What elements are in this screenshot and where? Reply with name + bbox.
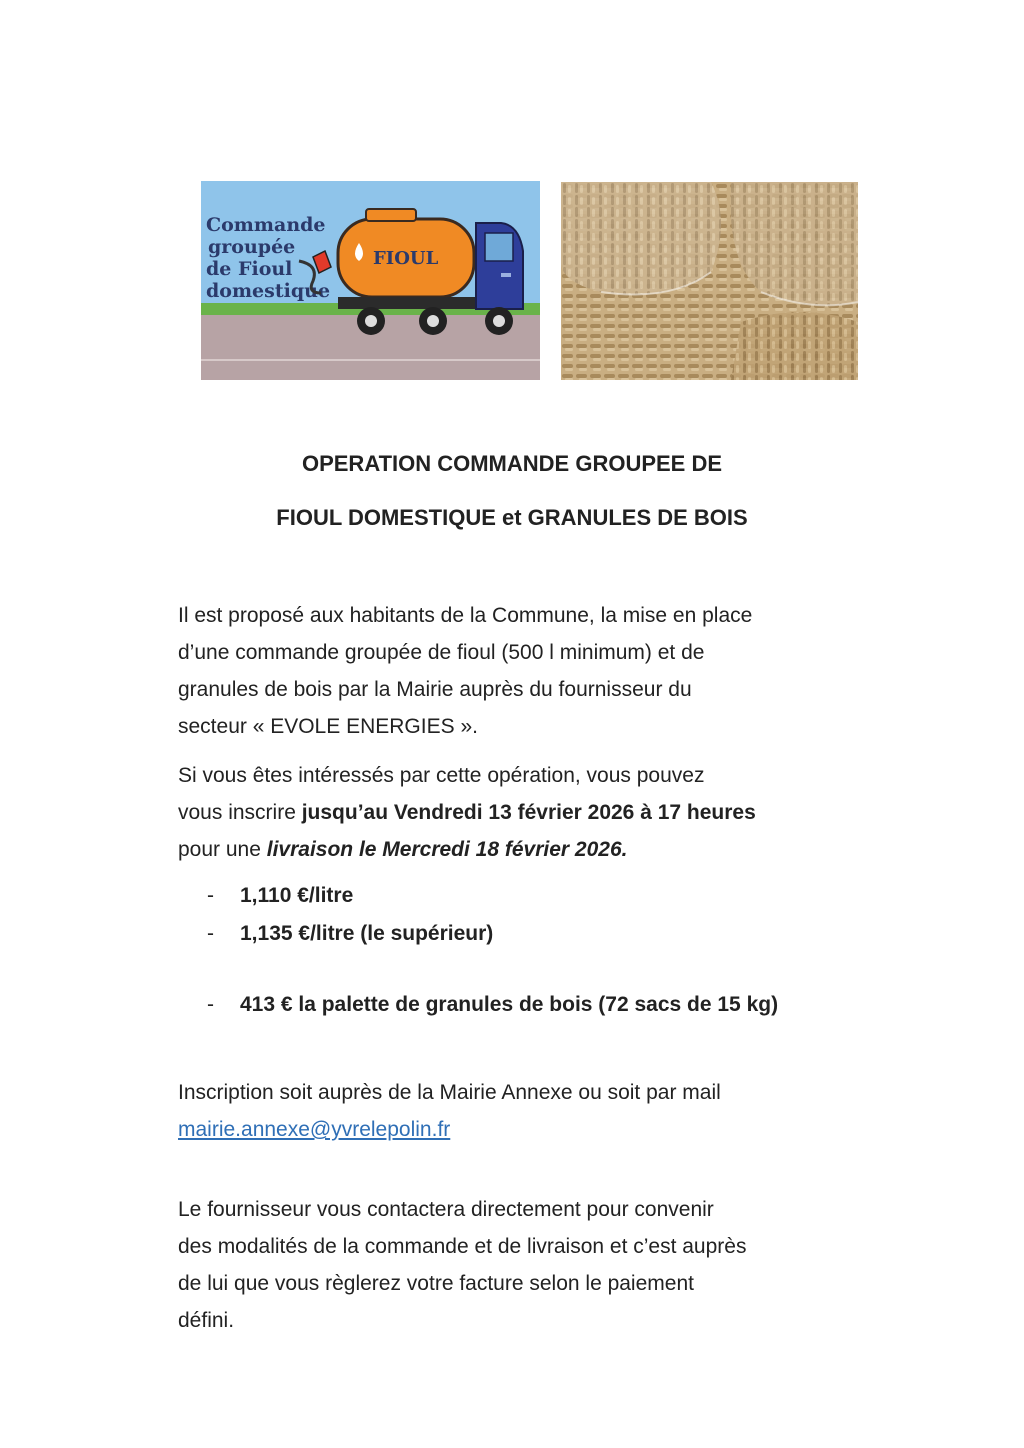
caption-line: domestique — [206, 280, 331, 302]
signup-prefix: vous inscrire — [178, 801, 302, 824]
intro-paragraph — [178, 597, 878, 745]
caption-line: de Fioul — [206, 258, 293, 280]
bullet-dash: - — [207, 993, 214, 1016]
page-title-line-2: FIOUL DOMESTIQUE et GRANULES DE BOIS — [276, 505, 748, 530]
intro-line: Il est proposé aux habitants de la Commune, la mise en place — [178, 604, 753, 627]
price-item — [207, 991, 778, 1019]
price-text: 413 € la palette de granules de bois (72 sacs de 15 kg) — [240, 993, 779, 1016]
pellet-bags-icon — [561, 182, 858, 380]
page-title-line-1: OPERATION COMMANDE GROUPEE DE — [301, 451, 723, 476]
signup-line: Si vous êtes intéressés par cette opération, vous pouvez — [178, 764, 705, 787]
inscription-paragraph — [178, 1074, 878, 1148]
supplier-line: de lui que vous règlerez votre facture selon le paiement — [178, 1272, 694, 1295]
inscription-line: Inscription soit auprès de la Mairie Annexe ou soit par mail — [178, 1081, 721, 1104]
caption-line: groupée — [208, 236, 296, 258]
intro-line: d’une commande groupée de fioul (500 l minimum) et de — [178, 641, 705, 664]
email-link[interactable]: mairie.annexe@yvrelepolin.fr — [178, 1118, 451, 1141]
delivery-prefix: pour une — [178, 838, 267, 861]
supplier-line: défini. — [178, 1309, 235, 1332]
price-text: 1,135 €/litre (le supérieur) — [240, 922, 494, 945]
intro-line: granules de bois par la Mairie auprès du fournisseur du — [178, 678, 692, 701]
supplier-line: des modalités de la commande et de livraison et c’est auprès — [178, 1235, 747, 1258]
signup-deadline: jusqu’au Vendredi 13 février 2026 à 17 heures — [301, 801, 756, 824]
wood-pellets-photo — [561, 182, 858, 380]
fuel-truck-banner — [201, 181, 540, 380]
supplier-paragraph — [178, 1191, 878, 1339]
truck-icon — [201, 181, 540, 380]
email-line — [178, 1111, 878, 1148]
signup-paragraph — [178, 757, 878, 868]
bullet-dash: - — [207, 922, 214, 945]
tank-label: FIOUL — [373, 248, 439, 269]
price-item — [207, 882, 353, 910]
delivery-date: livraison le Mercredi 18 février 2026. — [266, 838, 628, 861]
bullet-dash: - — [207, 884, 214, 907]
supplier-line: Le fournisseur vous contactera directement pour convenir — [178, 1198, 714, 1221]
price-text: 1,110 €/litre — [240, 884, 354, 907]
signup-line — [178, 794, 878, 831]
price-item — [207, 920, 493, 948]
intro-line: secteur « EVOLE ENERGIES ». — [178, 715, 478, 738]
signup-line — [178, 831, 878, 868]
caption-line: Commande — [206, 214, 326, 236]
